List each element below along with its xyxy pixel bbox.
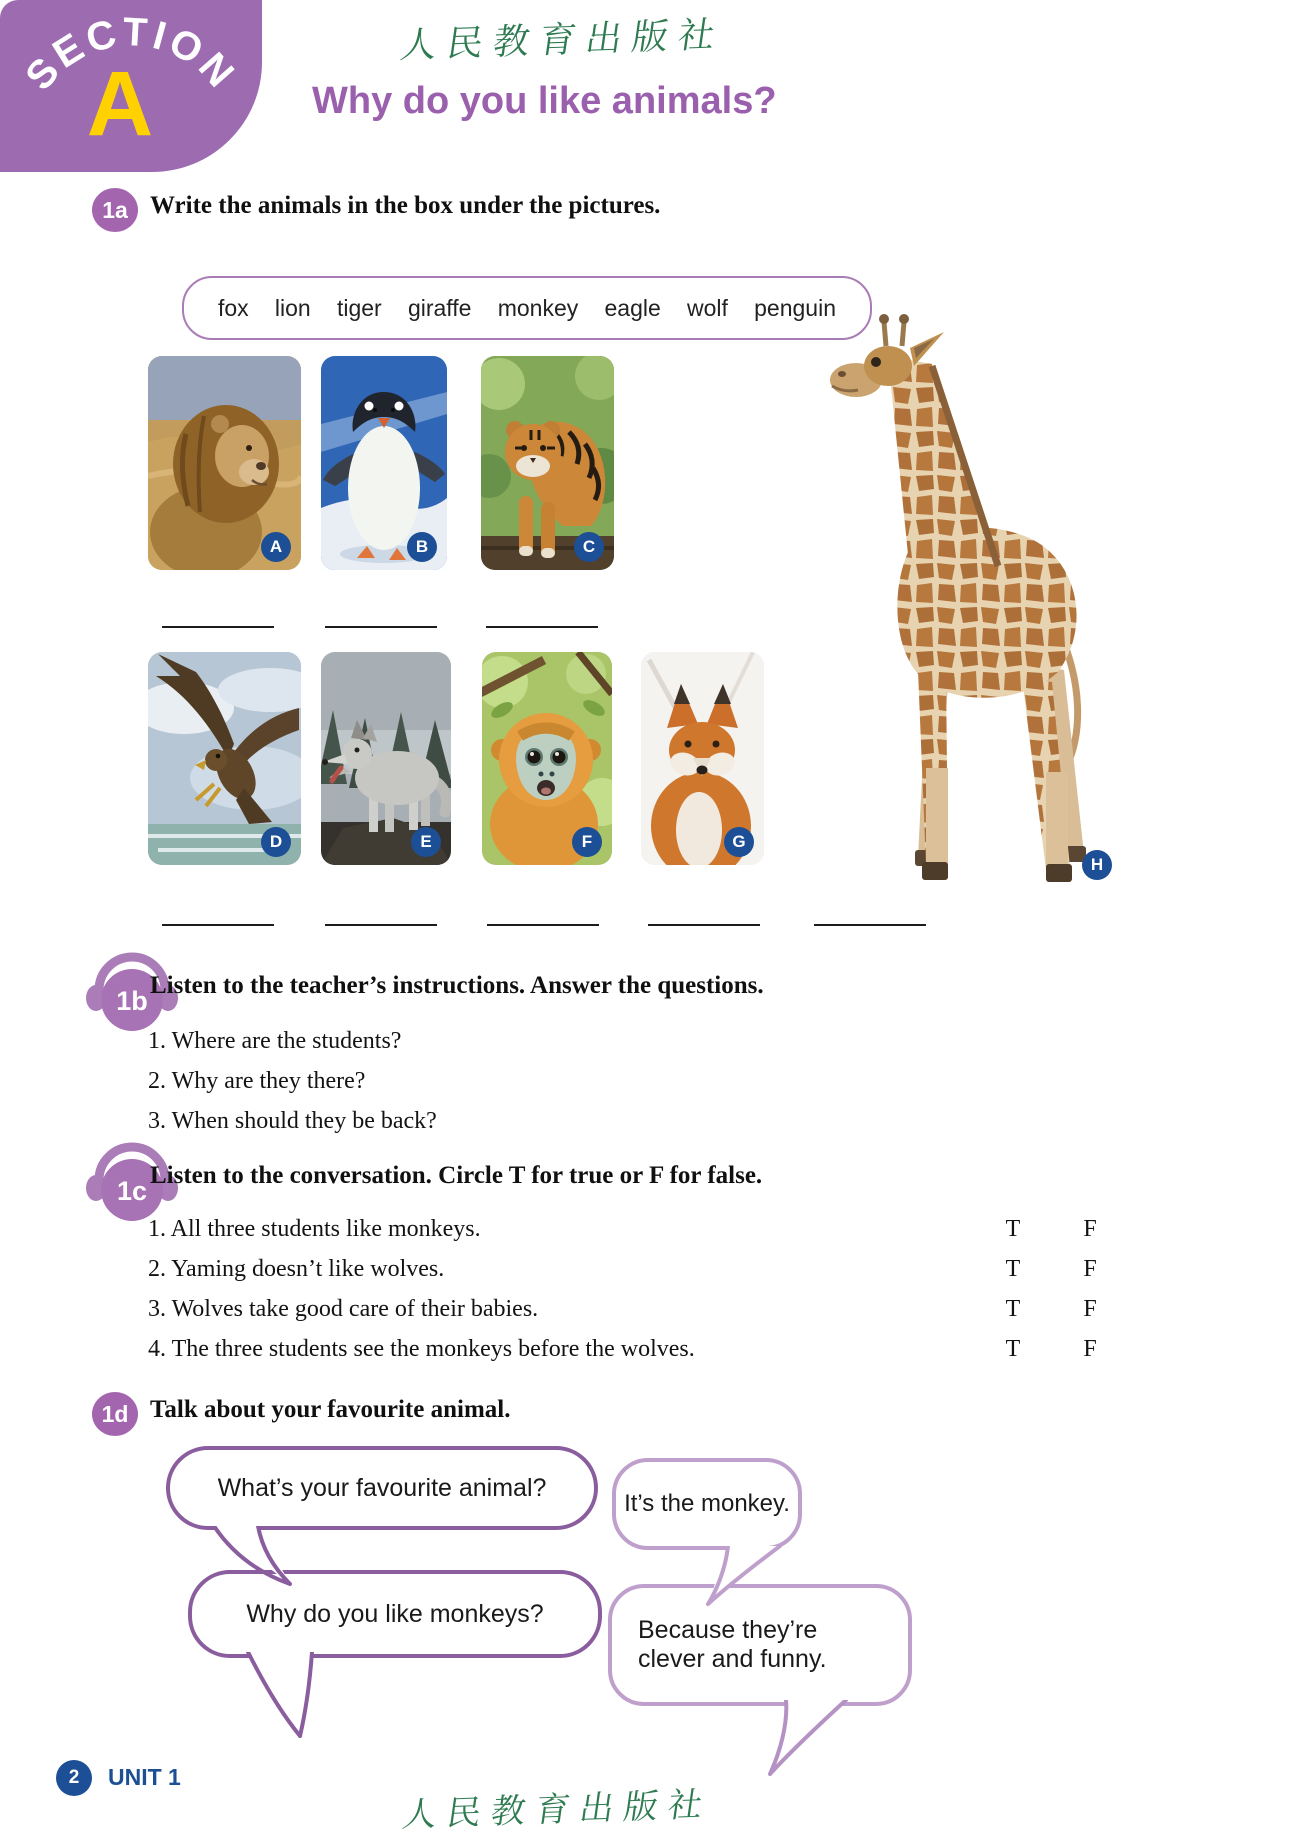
false-option-4[interactable]: F	[1083, 1336, 1097, 1362]
answer-line-f[interactable]	[487, 924, 599, 926]
statement-3: 3. Wolves take good care of their babies.	[148, 1296, 539, 1322]
section-badge	[0, 0, 262, 172]
svg-text:1b: 1b	[116, 986, 148, 1016]
statement-2: 2. Yaming doesn’t like wolves.	[148, 1256, 445, 1282]
publisher-calligraphy-bottom: 人民教育出版社	[399, 1784, 716, 1836]
activity-1c-instruction: Listen to the conversation. Circle T for true or F for false.	[150, 1162, 763, 1189]
answer-line-e[interactable]	[325, 924, 437, 926]
section-letter: A	[86, 53, 154, 155]
answer-line-b[interactable]	[325, 626, 437, 628]
photo-fox	[641, 652, 764, 865]
publisher-calligraphy-top: 人民教育出版社	[397, 14, 728, 67]
unit-label: UNIT 1	[108, 1764, 181, 1790]
photo-eagle	[148, 652, 301, 865]
statement-4: 4. The three students see the monkeys before the wolves.	[148, 1336, 695, 1362]
picture-badge-c: C	[574, 532, 604, 562]
activity-1a-instruction: Write the animals in the box under the pictures.	[150, 192, 661, 219]
speech-tail-1	[206, 1526, 302, 1592]
activity-1b-instruction: Listen to the teacher’s instructions. Answer the questions.	[150, 972, 764, 999]
word-eagle: eagle	[604, 294, 661, 321]
photo-giraffe	[760, 298, 1160, 898]
statement-row-1	[148, 1216, 1158, 1250]
activity-1d-instruction: Talk about your favourite animal.	[150, 1396, 511, 1423]
speech-bubble-question-2: Why do you like monkeys?	[188, 1570, 602, 1658]
photo-penguin	[321, 356, 447, 570]
picture-badge-g: G	[724, 827, 754, 857]
svg-text:1c: 1c	[116, 1176, 148, 1206]
question-1: 1. Where are the students?	[148, 1028, 402, 1054]
svg-text:SECTION: SECTION	[17, 9, 245, 99]
picture-badge-a: A	[261, 532, 291, 562]
false-option-3[interactable]: F	[1083, 1296, 1097, 1322]
picture-badge-f: F	[572, 827, 602, 857]
word-monkey: monkey	[497, 294, 579, 321]
false-option-1[interactable]: F	[1083, 1216, 1097, 1242]
speech-bubble-answer-2: Because they’re clever and funny.	[608, 1584, 912, 1706]
statement-row-2	[148, 1256, 1158, 1290]
statement-row-3	[148, 1296, 1158, 1330]
true-option-4[interactable]: T	[1005, 1336, 1021, 1362]
question-2: 2. Why are they there?	[148, 1068, 366, 1094]
speech-bubble-answer-1: It’s the monkey.	[612, 1458, 802, 1550]
statement-1: 1. All three students like monkeys.	[148, 1216, 481, 1242]
answer-line-d[interactable]	[162, 924, 274, 926]
picture-badge-d: D	[261, 827, 291, 857]
answer-line-h[interactable]	[814, 924, 926, 926]
word-giraffe: giraffe	[407, 294, 472, 321]
false-option-2[interactable]: F	[1083, 1256, 1097, 1282]
answer-line-c[interactable]	[486, 626, 598, 628]
speech-tail-3	[242, 1652, 334, 1744]
word-fox: fox	[218, 294, 249, 321]
true-option-1[interactable]: T	[1005, 1216, 1021, 1242]
word-lion: lion	[274, 294, 311, 321]
activity-1a-badge: 1a	[92, 188, 138, 232]
statement-row-4	[148, 1336, 1158, 1370]
speech-tail-4	[760, 1700, 852, 1782]
giraffe-illustration	[760, 298, 1160, 898]
speech-bubble-question-1: What’s your favourite animal?	[166, 1446, 598, 1530]
picture-badge-b: B	[407, 532, 437, 562]
true-option-3[interactable]: T	[1005, 1296, 1021, 1322]
photo-tiger	[481, 356, 614, 570]
page-title: Why do you like animals?	[312, 80, 777, 122]
speech-tail-2	[700, 1546, 786, 1612]
page-number-badge: 2	[56, 1760, 92, 1796]
word-wolf: wolf	[687, 294, 728, 321]
answer-line-g[interactable]	[648, 924, 760, 926]
word-penguin: penguin	[754, 294, 836, 321]
word-tiger: tiger	[336, 294, 382, 321]
true-option-2[interactable]: T	[1005, 1256, 1021, 1282]
question-3: 3. When should they be back?	[148, 1108, 437, 1134]
photo-wolf	[321, 652, 451, 865]
activity-1d-badge: 1d	[92, 1392, 138, 1436]
picture-badge-e: E	[411, 827, 441, 857]
photo-monkey	[482, 652, 612, 865]
answer-line-a[interactable]	[162, 626, 274, 628]
picture-badge-h: H	[1082, 850, 1112, 880]
photo-lion	[148, 356, 301, 570]
